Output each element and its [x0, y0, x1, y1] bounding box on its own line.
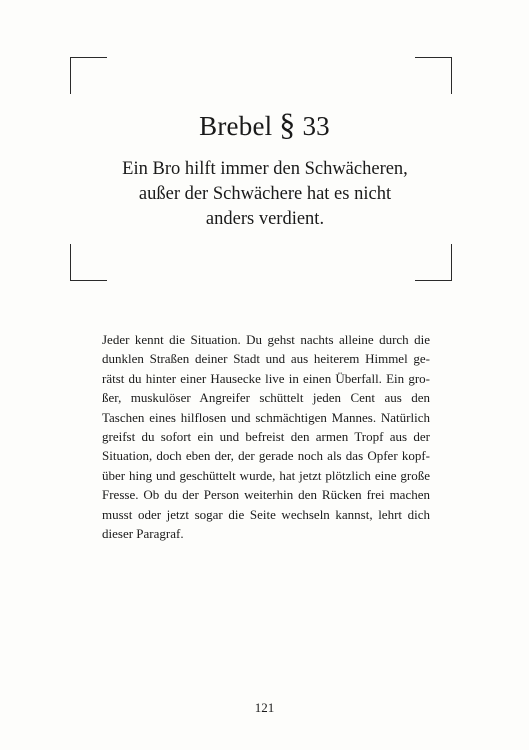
frame-corner-bottom-right	[415, 244, 452, 281]
frame-corner-top-left	[70, 57, 107, 94]
chapter-title	[0, 107, 529, 143]
body-line: rätst du hinter einer Hausecke live in einen Überfall. Ein gro-	[102, 370, 430, 386]
rule-statement	[90, 157, 440, 232]
chapter-number: 33	[302, 111, 330, 141]
section-sign: §	[279, 106, 296, 142]
body-line: dunklen Straßen deiner Stadt und aus heiterem Himmel ge-	[102, 351, 430, 367]
body-line: greifst du sofort ein und befreist den armen Tropf aus der	[102, 428, 430, 444]
body-line: dieser Paragraf.	[102, 525, 184, 541]
rule-line: außer der Schwächere hat es nicht	[138, 184, 392, 204]
rule-line: anders verdient.	[205, 209, 325, 229]
page-number: 121	[254, 700, 275, 715]
frame-corner-bottom-left	[70, 244, 107, 281]
body-line: Situation, doch eben der, der gerade noch als das Opfer kopf-	[102, 448, 430, 464]
body-line: über hing und geschüttelt wurde, hat jetzt plötzlich eine große	[102, 467, 430, 483]
body-line: musst oder jetzt sogar die Seite wechseln kannst, lehrt dich	[102, 506, 430, 522]
rule-line: Ein Bro hilft immer den Schwächeren,	[122, 159, 408, 179]
frame-corner-top-right	[415, 57, 452, 94]
body-line: Fresse. Ob du der Person weiterhin den Rücken frei machen	[102, 487, 430, 503]
chapter-title-word: Brebel	[199, 111, 273, 141]
body-line: Taschen eines hilflosen und schmächtigen Mannes. Natürlich	[102, 409, 430, 425]
body-line: Jeder kennt die Situation. Du gehst nachts alleine durch die	[102, 332, 430, 347]
body-paragraph	[102, 330, 430, 543]
body-line: ßer, muskulöser Angreifer schüttelt jeden Cent aus den	[102, 390, 430, 406]
